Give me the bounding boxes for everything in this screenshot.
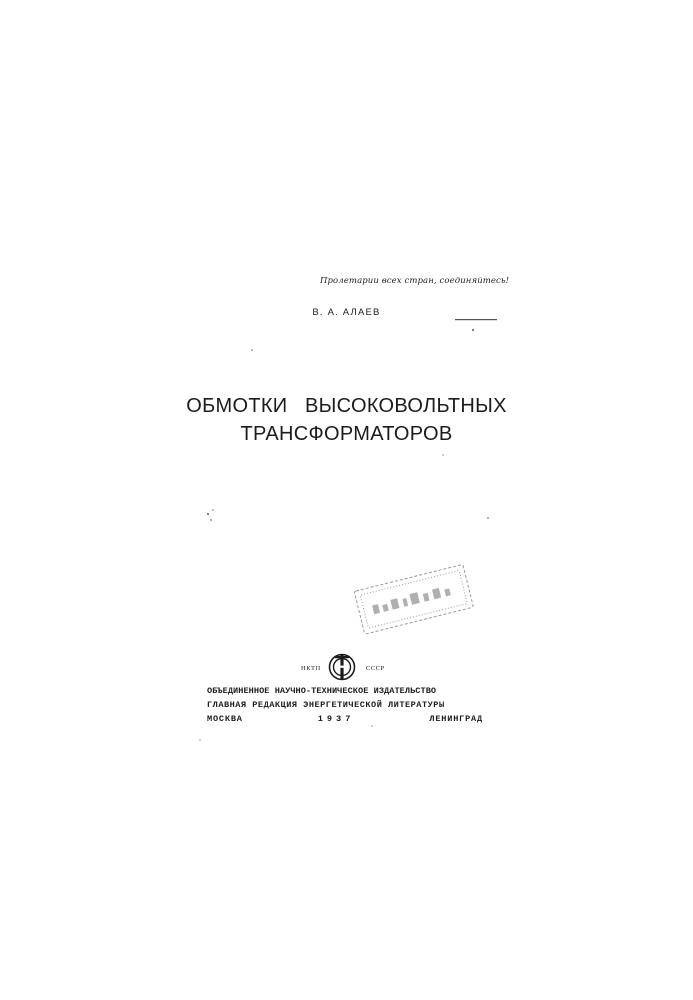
book-title-line-1: ОБМОТКИ ВЫСОКОВОЛЬТНЫХ (186, 395, 507, 417)
publisher-abbrev-left: НКТП (301, 665, 321, 672)
imprint-editorial: ГЛАВНАЯ РЕДАКЦИЯ ЭНЕРГЕТИЧЕСКОЙ ЛИТЕРАТУРЫ (207, 700, 445, 710)
imprint-city-leningrad: ЛЕНИНГРАД (429, 714, 483, 724)
imprint-year: 1937 (317, 714, 355, 724)
motto: Пролетарии всех стран, соединяйтесь! (320, 276, 510, 286)
imprint-publisher: ОБЪЕДИНЕННОЕ НАУЧНО-ТЕХНИЧЕСКОЕ ИЗДАТЕЛЬСТВО (207, 686, 437, 696)
book-title-line-2: ТРАНСФОРМАТОРОВ (240, 423, 453, 445)
imprint-city-moscow: МОСКВА (207, 714, 243, 724)
author-name: В. А. АЛАЕВ (312, 307, 381, 318)
publisher-abbrev-right: СССР (366, 665, 385, 672)
